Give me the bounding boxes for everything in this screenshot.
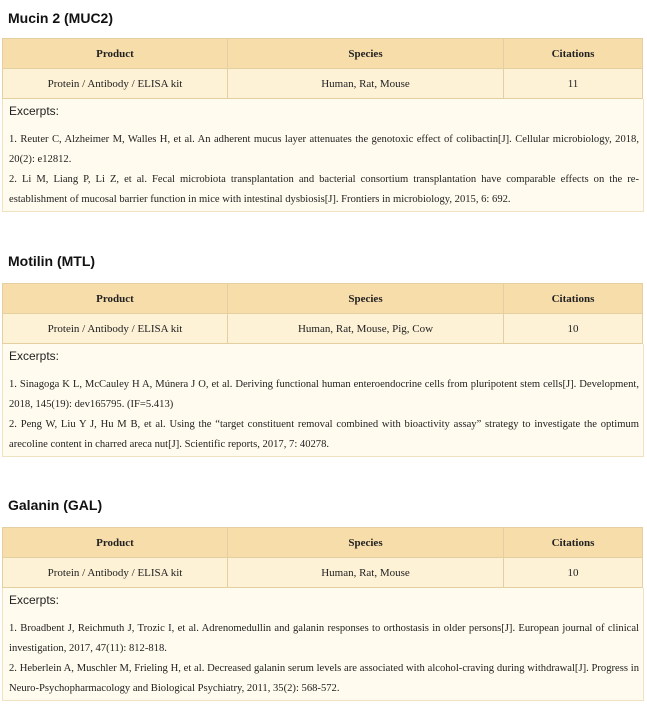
excerpts-label: Excerpts: xyxy=(9,104,60,118)
cell-species: Human, Rat, Mouse xyxy=(228,69,504,99)
header-citations: Citations xyxy=(504,284,643,314)
reference-1: 1. Sinagoga K L, McCauley H A, Múnera J O, et al. Deriving functional human enteroendocrine cells from pluripotent stem cells[J]. Development, 2018, 145(19): dev165795. (IF=5.413) xyxy=(9,379,639,410)
product-table xyxy=(2,527,643,588)
cell-product: Protein / Antibody / ELISA kit xyxy=(3,558,228,588)
header-species: Species xyxy=(228,39,504,69)
cell-citations: 11 xyxy=(504,69,643,99)
cell-species: Human, Rat, Mouse xyxy=(228,558,504,588)
excerpts-label: Excerpts: xyxy=(9,349,60,363)
header-citations: Citations xyxy=(504,39,643,69)
excerpts-label: Excerpts: xyxy=(9,593,60,607)
excerpts-box xyxy=(2,588,644,701)
reference-2: 2. Li M, Liang P, Li Z, et al. Fecal microbiota transplantation and bacterial consortium transplantation have comparable effects on the re-establishment of mucosal barrier function in mice with intestinal dysbiosis[J]. Frontiers in microbiology, 2015, 6: 692. xyxy=(9,174,639,205)
reference-1: 1. Broadbent J, Reichmuth J, Trozic I, et al. Adrenomedullin and galanin responses to orthostasis in older persons[J]. European journal of clinical investigation, 2017, 47(11): 812-818. xyxy=(9,623,639,654)
header-citations: Citations xyxy=(504,528,643,558)
product-table xyxy=(2,38,643,99)
cell-product: Protein / Antibody / ELISA kit xyxy=(3,314,228,344)
cell-citations: 10 xyxy=(504,558,643,588)
cell-citations: 10 xyxy=(504,314,643,344)
section-title: Motilin (MTL) xyxy=(8,253,96,269)
reference-2: 2. Peng W, Liu Y J, Hu M B, et al. Using the “target constituent removal combined with bioactivity assay” strategy to investigate the optimum arecoline content in charred areca nut[J]. Scientific reports, 2017, 7: 40278. xyxy=(9,419,639,450)
reference-2: 2. Heberlein A, Muschler M, Frieling H, et al. Decreased galanin serum levels are associated with alcohol-craving during withdrawal[J]. Progress in Neuro-Psychopharmacology and Biological Psychiatry, 2011, 35(2): 568-572. xyxy=(9,663,639,694)
excerpts-box xyxy=(2,99,644,212)
excerpts-box xyxy=(2,344,644,457)
cell-species: Human, Rat, Mouse, Pig, Cow xyxy=(228,314,504,344)
header-product: Product xyxy=(3,528,228,558)
header-product: Product xyxy=(3,39,228,69)
section-title: Mucin 2 (MUC2) xyxy=(8,10,113,26)
reference-1: 1. Reuter C, Alzheimer M, Walles H, et al. An adherent mucus layer attenuates the genotoxic effect of colibactin[J]. Cellular microbiology, 2018, 20(2): e12812. xyxy=(9,134,639,165)
header-species: Species xyxy=(228,284,504,314)
section-title: Galanin (GAL) xyxy=(8,497,103,513)
product-table xyxy=(2,283,643,344)
cell-product: Protein / Antibody / ELISA kit xyxy=(3,69,228,99)
header-species: Species xyxy=(228,528,504,558)
header-product: Product xyxy=(3,284,228,314)
